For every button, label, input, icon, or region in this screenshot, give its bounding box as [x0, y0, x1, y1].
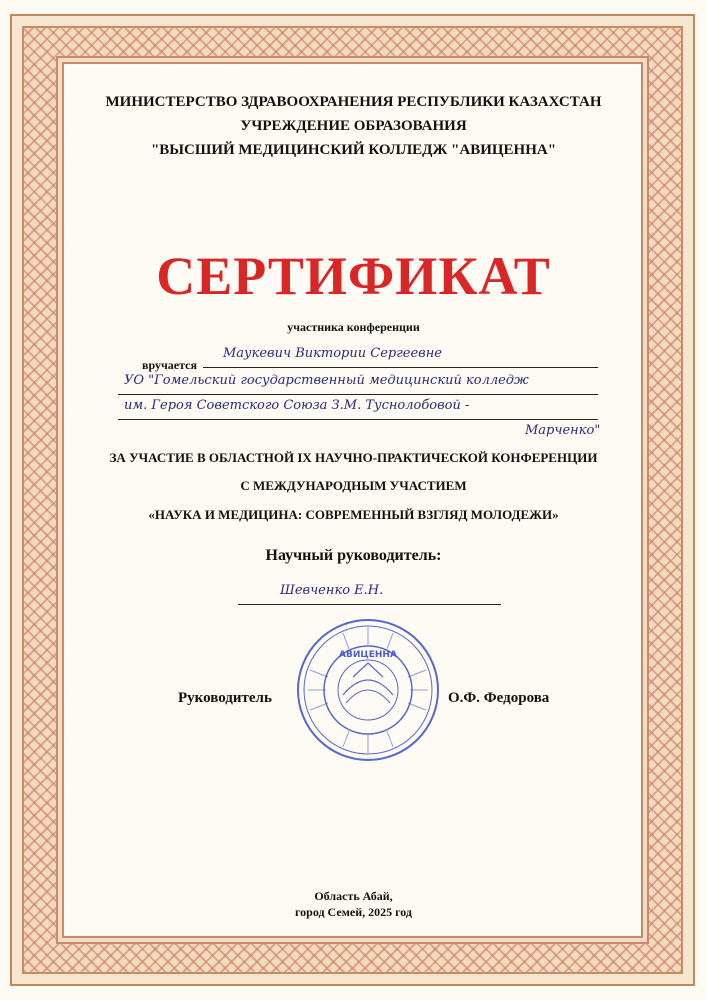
recipient-name: Маукевич Виктории Сергеевне — [203, 346, 598, 368]
conference-name: «НАУКА И МЕДИЦИНА: СОВРЕМЕННЫЙ ВЗГЛЯД МОЛОДЕЖИ» — [148, 507, 559, 522]
recipient-org-line2: им. Героя Советского Союза З.М. Туснолобовой - — [118, 398, 598, 420]
recipient-org-line3: Марченко" — [525, 423, 601, 438]
supervisor-name: Шевченко Е.Н. — [238, 583, 501, 605]
supervisor-label: Научный руководитель: — [265, 547, 442, 564]
issue-location — [0, 888, 707, 920]
institution-header — [0, 90, 707, 162]
awarded-label: вручается — [142, 358, 197, 372]
award-reason-line1: ЗА УЧАСТИЕ В ОБЛАСТНОЙ IX НАУЧНО-ПРАКТИЧЕСКОЙ КОНФЕРЕНЦИИ — [109, 450, 598, 465]
header-institution-type: УЧРЕЖДЕНИЕ ОБРАЗОВАНИЯ — [240, 118, 467, 134]
recipient-org-line1: УО "Гомельский государственный медицинский колледж — [118, 373, 598, 395]
signatory-role: Руководитель — [178, 690, 272, 706]
official-seal-icon — [283, 615, 453, 765]
issue-city-year: город Семей, 2025 год — [295, 905, 412, 919]
certificate-subtitle: участника конференции — [287, 320, 420, 334]
signatory-name: О.Ф. Федорова — [448, 690, 550, 706]
certificate-title: СЕРТИФИКАТ — [156, 246, 551, 306]
header-college-name: "ВЫСШИЙ МЕДИЦИНСКИЙ КОЛЛЕДЖ "АВИЦЕННА" — [150, 142, 557, 158]
award-reason-line2: С МЕЖДУНАРОДНЫМ УЧАСТИЕМ — [240, 478, 467, 493]
issue-region: Область Абай, — [314, 889, 393, 903]
certificate-inner-panel — [62, 62, 643, 938]
header-ministry: МИНИСТЕРСТВО ЗДРАВООХРАНЕНИЯ РЕСПУБЛИКИ КАЗАХСТАН — [105, 94, 602, 110]
seal-center-text: АВИЦЕННА — [339, 650, 397, 660]
